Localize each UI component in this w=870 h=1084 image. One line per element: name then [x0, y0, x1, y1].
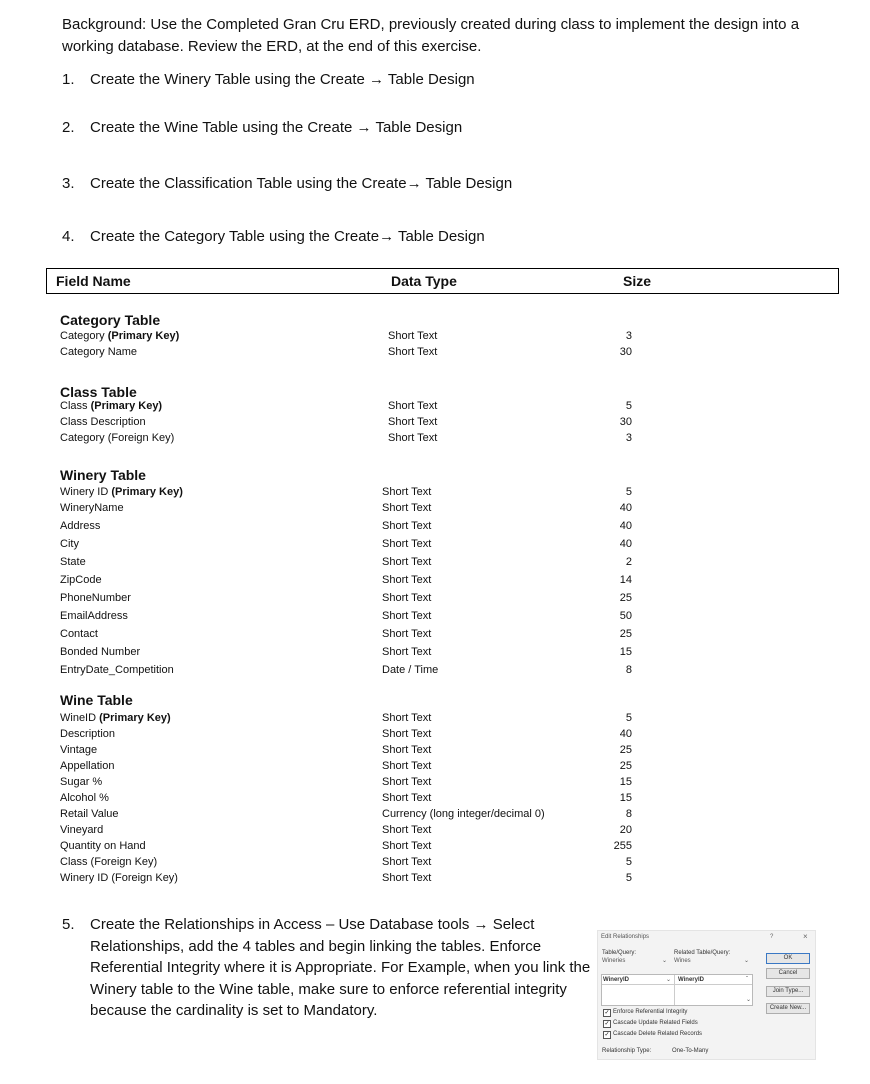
field-name [60, 775, 102, 789]
field-label: Bonded Number [60, 646, 141, 658]
data-type: Short Text [382, 856, 432, 868]
chevron-down-icon: ⌄ [662, 958, 668, 964]
cascade-update-checkbox[interactable]: ✓ [604, 1021, 610, 1027]
field-size: 3 [625, 432, 632, 444]
data-type: Currency (long integer/decimal 0) [382, 808, 545, 820]
data-type: Short Text [382, 592, 432, 604]
field-label: City [60, 538, 79, 550]
step-4 [62, 227, 485, 247]
enforce-integrity-label: Enforce Referential Integrity [613, 1009, 688, 1015]
field-name [60, 759, 114, 773]
data-type: Short Text [382, 646, 432, 658]
data-type: Short Text [382, 872, 432, 884]
data-type: Short Text [382, 556, 432, 568]
data-type: Short Text [382, 712, 432, 724]
field-name [60, 627, 98, 641]
field-name [60, 711, 171, 725]
field-size: 40 [619, 520, 632, 532]
field-size: 20 [619, 824, 632, 836]
field-label: EmailAddress [60, 610, 128, 622]
field-label: WineryName [60, 502, 124, 514]
field-size: 15 [619, 792, 632, 804]
step-text: Create the Category Table using the Create→ Table Design [90, 228, 485, 245]
field-name [60, 839, 146, 853]
field-size: 14 [619, 574, 632, 586]
field-size: 5 [625, 400, 632, 412]
field-size: 255 [613, 840, 632, 852]
field-label: Category [60, 330, 108, 342]
field-name [60, 485, 183, 499]
field-name [60, 431, 174, 445]
step-text: Create the Classification Table using the Create→ Table Design [90, 175, 513, 192]
field-label: Appellation [60, 760, 115, 772]
field-size: 50 [619, 610, 632, 622]
data-type: Short Text [382, 824, 432, 836]
data-type: Short Text [382, 760, 432, 772]
data-type: Short Text [388, 346, 438, 358]
data-type: Short Text [382, 744, 432, 756]
field-size: 8 [625, 808, 632, 820]
field-size: 25 [619, 744, 632, 756]
field-label: Class Description [60, 416, 146, 428]
field-label: Winery ID [60, 486, 112, 498]
scroll-up-icon[interactable]: ˆ [746, 977, 748, 983]
step-text: Create the Wine Table using the Create → Table Design [90, 119, 463, 136]
cancel-button[interactable]: Cancel [766, 968, 810, 979]
field-table-header [46, 268, 839, 294]
field-label: Quantity on Hand [60, 840, 146, 852]
field-size: 8 [625, 664, 632, 676]
field-grid[interactable] [601, 974, 753, 1006]
field-label: Address [60, 520, 101, 532]
field-left[interactable]: WineryID [603, 977, 629, 983]
field-name [60, 855, 157, 869]
field-size: 25 [619, 628, 632, 640]
field-label: State [60, 556, 86, 568]
field-name [60, 519, 100, 533]
intro-paragraph: Background: Use the Completed Gran Cru ERD, previously created during class to implement the design into a working database. Review the ERD, at the end of this exercise. [62, 16, 800, 55]
field-name [60, 537, 79, 551]
dialog-title: Edit Relationships [601, 934, 650, 940]
cascade-update-label: Cascade Update Related Fields [613, 1020, 698, 1026]
step-2 [62, 118, 462, 138]
related-table-label: Related Table/Query: [674, 950, 731, 956]
field-label: Vineyard [60, 824, 104, 836]
key-label: (Primary Key) [111, 486, 183, 498]
field-size: 3 [625, 330, 632, 342]
field-right[interactable]: WineryID [678, 977, 704, 983]
chevron-down-icon: ⌄ [666, 977, 672, 983]
data-type: Short Text [382, 792, 432, 804]
scroll-down-icon[interactable]: ⌄ [746, 997, 752, 1003]
field-size: 40 [619, 728, 632, 740]
key-label: (Primary Key) [99, 712, 171, 724]
join-type-button[interactable]: Join Type... [766, 986, 810, 997]
header-size: Size [623, 273, 652, 289]
data-type: Short Text [382, 728, 432, 740]
field-size: 5 [625, 486, 632, 498]
data-type: Short Text [388, 330, 438, 342]
field-name [60, 591, 131, 605]
field-size: 5 [625, 872, 632, 884]
field-label: Winery ID (Foreign Key) [60, 872, 178, 884]
field-size: 15 [619, 646, 632, 658]
field-name [60, 501, 124, 515]
field-size: 5 [625, 856, 632, 868]
section-title: Winery Table [60, 467, 146, 483]
create-new-button[interactable]: Create New... [766, 1003, 810, 1014]
data-type: Short Text [382, 840, 432, 852]
field-label: Alcohol % [60, 792, 109, 804]
header-field-name: Field Name [56, 273, 131, 289]
field-label: Category (Foreign Key) [60, 432, 175, 444]
step-5 [62, 914, 602, 1022]
step-number: 3. [62, 175, 75, 192]
section-title: Wine Table [60, 692, 133, 708]
field-label: WineID [60, 712, 100, 724]
field-name [60, 823, 103, 837]
data-type: Short Text [388, 432, 438, 444]
step-number: 4. [62, 228, 75, 245]
field-name [60, 415, 146, 429]
relationship-type-label: Relationship Type: [602, 1048, 652, 1054]
field-label: Class [60, 400, 91, 412]
step-3 [62, 174, 512, 194]
step-text: Create the Winery Table using the Create → Table Design [90, 71, 475, 88]
step-text: Create the Relationships in Access – Use Database tools → Select Relationships, add the 4 tables and begin linking the tables. Enforce Referential Integrity where it is Appropriate. For Example, when you link the Winery table to the Wine table, make sure to enforce referential integrity because the cardinality is set to Mandatory. [90, 916, 591, 1019]
field-name [60, 807, 119, 821]
field-name [60, 645, 140, 659]
field-label: Vintage [60, 744, 98, 756]
step-number: 1. [62, 71, 75, 88]
key-label: (Primary Key) [107, 330, 180, 342]
data-type: Short Text [382, 610, 432, 622]
section-title: Class Table [60, 384, 137, 400]
field-name [60, 727, 115, 741]
section-title: Category Table [60, 312, 161, 328]
table-query-select[interactable]: Wineries [602, 958, 626, 964]
field-name [60, 663, 174, 677]
field-name [60, 609, 128, 623]
data-type: Short Text [382, 486, 432, 498]
data-type: Short Text [382, 538, 432, 550]
help-icon[interactable]: ? [770, 934, 774, 940]
field-name [60, 329, 179, 343]
cascade-delete-checkbox[interactable]: ✓ [604, 1032, 610, 1038]
ok-button[interactable]: OK [766, 953, 810, 964]
field-label: ZipCode [60, 574, 102, 586]
field-name [60, 555, 86, 569]
data-type: Short Text [382, 574, 432, 586]
field-size: 30 [619, 416, 632, 428]
data-type: Short Text [382, 776, 432, 788]
step-1 [62, 70, 475, 90]
table-query-label: Table/Query: [602, 950, 637, 956]
close-icon[interactable]: × [803, 932, 808, 941]
field-size: 30 [619, 346, 632, 358]
field-size: 40 [619, 538, 632, 550]
data-type: Date / Time [382, 664, 439, 676]
field-name [60, 345, 137, 359]
field-label: Class (Foreign Key) [60, 856, 158, 868]
field-label: Category Name [60, 346, 138, 358]
field-name [60, 399, 162, 413]
field-label: Retail Value [60, 808, 119, 820]
step-number: 2. [62, 119, 75, 136]
data-type: Short Text [382, 628, 432, 640]
field-size: 5 [625, 712, 632, 724]
grid-divider [602, 984, 752, 985]
chevron-down-icon: ⌄ [744, 958, 750, 964]
field-name [60, 871, 178, 885]
field-label: Sugar % [60, 776, 103, 788]
edit-relationships-dialog [597, 930, 816, 1060]
data-type: Short Text [388, 400, 438, 412]
field-size: 15 [619, 776, 632, 788]
field-name [60, 573, 102, 587]
grid-divider [674, 975, 675, 1005]
field-size: 25 [619, 760, 632, 772]
relationship-type-value: One-To-Many [672, 1048, 709, 1054]
data-type: Short Text [388, 416, 438, 428]
related-table-select[interactable]: Wines [674, 958, 691, 964]
field-size: 2 [625, 556, 632, 568]
field-label: EntryDate_Competition [60, 664, 174, 676]
field-label: PhoneNumber [60, 592, 131, 604]
field-label: Contact [60, 628, 98, 640]
field-name [60, 743, 97, 757]
data-type: Short Text [382, 520, 432, 532]
field-label: Description [60, 728, 116, 740]
field-name [60, 791, 109, 805]
cascade-delete-label: Cascade Delete Related Records [613, 1031, 703, 1037]
header-data-type: Data Type [391, 273, 457, 289]
field-size: 40 [619, 502, 632, 514]
data-type: Short Text [382, 502, 432, 514]
enforce-integrity-checkbox[interactable]: ✓ [604, 1010, 610, 1016]
field-size: 25 [619, 592, 632, 604]
step-number: 5. [62, 916, 75, 933]
key-label: (Primary Key) [90, 400, 163, 412]
